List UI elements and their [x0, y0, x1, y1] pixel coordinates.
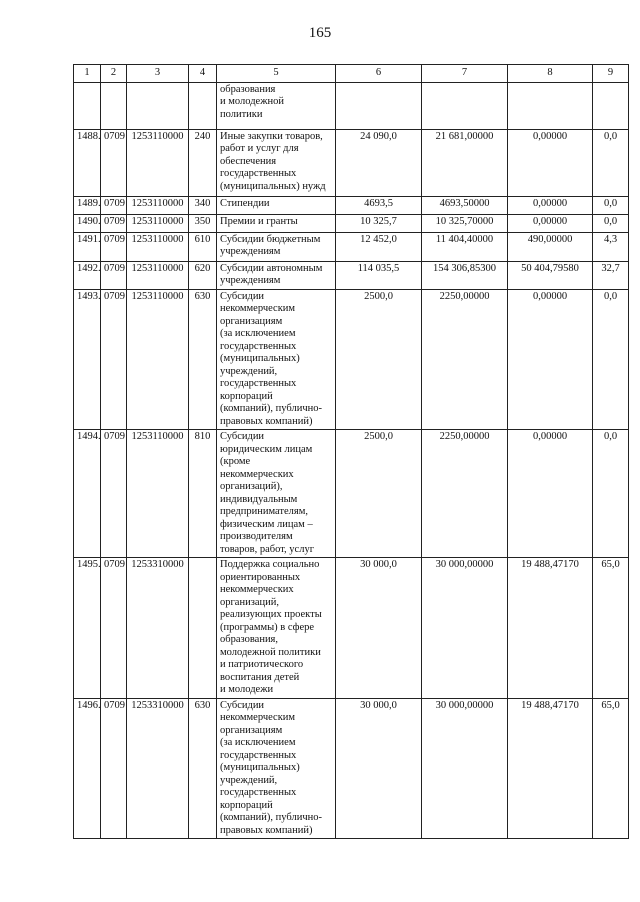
row-number: 1492.: [74, 261, 101, 289]
target-code: 1253110000: [127, 430, 189, 558]
value-col8: 0,00000: [508, 289, 593, 430]
row-number: 1495.: [74, 558, 101, 699]
table-row: [74, 214, 629, 232]
item-name: Субсидии некоммерческим организациям (за исключением государственных (муниципальных) учреждений, государственных корпораций (компаний), публично- правовых компаний): [217, 698, 336, 839]
table-row: [74, 558, 629, 699]
value-col6: 30 000,0: [336, 558, 422, 699]
value-col9: 0,0: [593, 430, 629, 558]
item-name: Субсидии некоммерческим организациям (за исключением государственных (муниципальных) учреждений, государственных корпораций (компаний), публично- правовых компаний): [217, 289, 336, 430]
value-col9: 65,0: [593, 558, 629, 699]
value-col7: 2250,00000: [422, 289, 508, 430]
expense-type: 340: [189, 196, 217, 214]
column-header-2: 2: [101, 65, 127, 83]
column-header-1: 1: [74, 65, 101, 83]
section-code: 0709: [101, 430, 127, 558]
value-col9: 0,0: [593, 196, 629, 214]
row-number: 1494.: [74, 430, 101, 558]
target-code: 1253110000: [127, 214, 189, 232]
value-col9: 0,0: [593, 129, 629, 196]
table-row: [74, 82, 629, 129]
item-name: Субсидии автономным учреждениям: [217, 261, 336, 289]
value-col6: 30 000,0: [336, 698, 422, 839]
table-row: [74, 129, 629, 196]
value-col6: 114 035,5: [336, 261, 422, 289]
value-col9: [593, 82, 629, 129]
value-col6: 24 090,0: [336, 129, 422, 196]
value-col9: 4,3: [593, 232, 629, 261]
expense-type: 620: [189, 261, 217, 289]
column-header-9: 9: [593, 65, 629, 83]
target-code: 1253110000: [127, 289, 189, 430]
value-col9: 0,0: [593, 289, 629, 430]
row-number: [74, 82, 101, 129]
value-col6: 4693,5: [336, 196, 422, 214]
value-col8: 0,00000: [508, 430, 593, 558]
row-number: 1489.: [74, 196, 101, 214]
value-col7: 10 325,70000: [422, 214, 508, 232]
value-col8: [508, 82, 593, 129]
expense-type: 350: [189, 214, 217, 232]
target-code: 1253110000: [127, 261, 189, 289]
column-header-3: 3: [127, 65, 189, 83]
item-name: Субсидии бюджетным учреждениям: [217, 232, 336, 261]
target-code: 1253110000: [127, 196, 189, 214]
value-col7: 30 000,00000: [422, 698, 508, 839]
item-name: Премии и гранты: [217, 214, 336, 232]
table-row: [74, 430, 629, 558]
value-col6: 12 452,0: [336, 232, 422, 261]
table-row: [74, 698, 629, 839]
value-col7: 11 404,40000: [422, 232, 508, 261]
value-col8: 0,00000: [508, 129, 593, 196]
value-col6: 2500,0: [336, 430, 422, 558]
value-col8: 0,00000: [508, 196, 593, 214]
value-col6: [336, 82, 422, 129]
expense-type: 240: [189, 129, 217, 196]
table-row: [74, 261, 629, 289]
value-col9: 65,0: [593, 698, 629, 839]
page-number: 165: [308, 25, 332, 41]
value-col7: 30 000,00000: [422, 558, 508, 699]
value-col8: 19 488,47170: [508, 558, 593, 699]
section-code: 0709: [101, 698, 127, 839]
section-code: 0709: [101, 196, 127, 214]
table-header-row: [74, 65, 629, 83]
row-number: 1496.: [74, 698, 101, 839]
value-col9: 0,0: [593, 214, 629, 232]
target-code: [127, 82, 189, 129]
expense-type: [189, 558, 217, 699]
value-col7: 21 681,00000: [422, 129, 508, 196]
value-col8: 50 404,79580: [508, 261, 593, 289]
column-header-7: 7: [422, 65, 508, 83]
row-number: 1490.: [74, 214, 101, 232]
target-code: 1253110000: [127, 232, 189, 261]
table-row: [74, 232, 629, 261]
expense-type: 810: [189, 430, 217, 558]
value-col7: 4693,50000: [422, 196, 508, 214]
item-name: Поддержка социально ориентированных некоммерческих организаций, реализующих проекты (программы) в сфере образования, молодежной политики и патриотического воспитания детей и молодежи: [217, 558, 336, 699]
value-col7: 2250,00000: [422, 430, 508, 558]
section-code: 0709: [101, 289, 127, 430]
section-code: 0709: [101, 232, 127, 261]
row-number: 1488.: [74, 129, 101, 196]
expense-type: 610: [189, 232, 217, 261]
value-col7: 154 306,85300: [422, 261, 508, 289]
section-code: 0709: [101, 129, 127, 196]
section-code: 0709: [101, 558, 127, 699]
item-name: Иные закупки товаров, работ и услуг для обеспечения государственных (муниципальных) нужд: [217, 129, 336, 196]
value-col7: [422, 82, 508, 129]
value-col8: 19 488,47170: [508, 698, 593, 839]
item-name: Стипендии: [217, 196, 336, 214]
table-body: [74, 82, 629, 839]
value-col6: 10 325,7: [336, 214, 422, 232]
expense-type: 630: [189, 289, 217, 430]
row-number: 1491.: [74, 232, 101, 261]
expense-type: 630: [189, 698, 217, 839]
section-code: 0709: [101, 214, 127, 232]
section-code: 0709: [101, 261, 127, 289]
value-col8: 0,00000: [508, 214, 593, 232]
value-col6: 2500,0: [336, 289, 422, 430]
column-header-4: 4: [189, 65, 217, 83]
item-name: Субсидии юридическим лицам (кроме некоммерческих организаций), индивидуальным предпринимателям, физическим лицам – производителям товаров, работ, услуг: [217, 430, 336, 558]
column-header-8: 8: [508, 65, 593, 83]
value-col9: 32,7: [593, 261, 629, 289]
target-code: 1253110000: [127, 129, 189, 196]
target-code: 1253310000: [127, 558, 189, 699]
budget-table: [73, 64, 629, 839]
value-col8: 490,00000: [508, 232, 593, 261]
item-name: образования и молодежной политики: [217, 82, 336, 129]
column-header-6: 6: [336, 65, 422, 83]
expense-type: [189, 82, 217, 129]
table-row: [74, 196, 629, 214]
table-row: [74, 289, 629, 430]
column-header-5: 5: [217, 65, 336, 83]
row-number: 1493.: [74, 289, 101, 430]
section-code: [101, 82, 127, 129]
target-code: 1253310000: [127, 698, 189, 839]
